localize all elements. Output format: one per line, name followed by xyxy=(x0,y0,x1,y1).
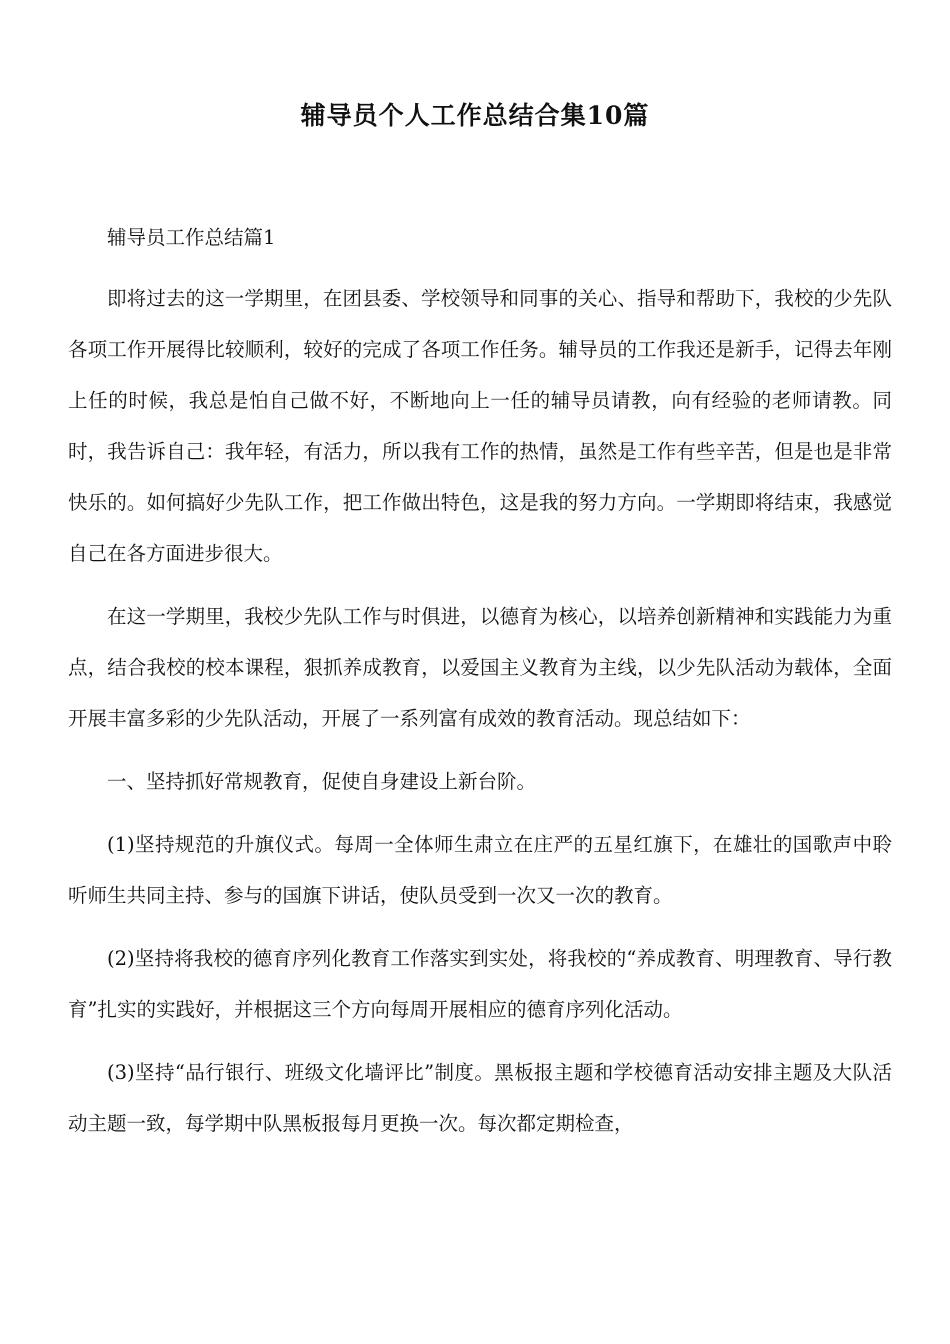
paragraph-item-3: (3)坚持“品行银行、班级文化墙评比”制度。黑板报主题和学校德育活动安排主题及大队活动主题一致，每学期中队黑板报每月更换一次。每次都定期检查， xyxy=(68,1061,892,1135)
document-title: 辅导员个人工作总结合集10篇 xyxy=(300,101,650,130)
paragraph-item-1: (1)坚持规范的升旗仪式。每周一全体师生肃立在庄严的五星红旗下，在雄壮的国歌声中聆听师生共同主持、参与的国旗下讲话，使队员受到一次又一次的教育。 xyxy=(68,833,892,907)
paragraph-overview: 在这一学期里，我校少先队工作与时俱进，以德育为核心，以培养创新精神和实践能力为重点，结合我校的校本课程，狠抓养成教育，以爱国主义教育为主线，以少先队活动为载体，全面开展丰富多彩的少先队活动，开展了一系列富有成效的教育活动。现总结如下： xyxy=(68,605,892,730)
paragraph-intro: 即将过去的这一学期里，在团县委、学校领导和同事的关心、指导和帮助下，我校的少先队各项工作开展得比较顺利，较好的完成了各项工作任务。辅导员的工作我还是新手，记得去年刚上任的时候，我总是怕自己做不好，不断地向上一任的辅导员请教，向有经验的老师请教。同时，我告诉自己：我年轻，有活力，所以我有工作的热情，虽然是工作有些辛苦，但是也是非常快乐的。如何搞好少先队工作，把工作做出特色，这是我的努力方向。一学期即将结束，我感觉自己在各方面进步很大。 xyxy=(68,287,892,565)
paragraph-heading-one: 一、坚持抓好常规教育，促使自身建设上新台阶。 xyxy=(107,770,537,793)
section-heading: 辅导员工作总结篇1 xyxy=(107,226,276,249)
paragraph-item-2: (2)坚持将我校的德育序列化教育工作落实到实处，将我校的“养成教育、明理教育、导行教育”扎实的实践好，并根据这三个方向每周开展相应的德育序列化活动。 xyxy=(68,947,892,1021)
document-body xyxy=(68,212,892,1161)
